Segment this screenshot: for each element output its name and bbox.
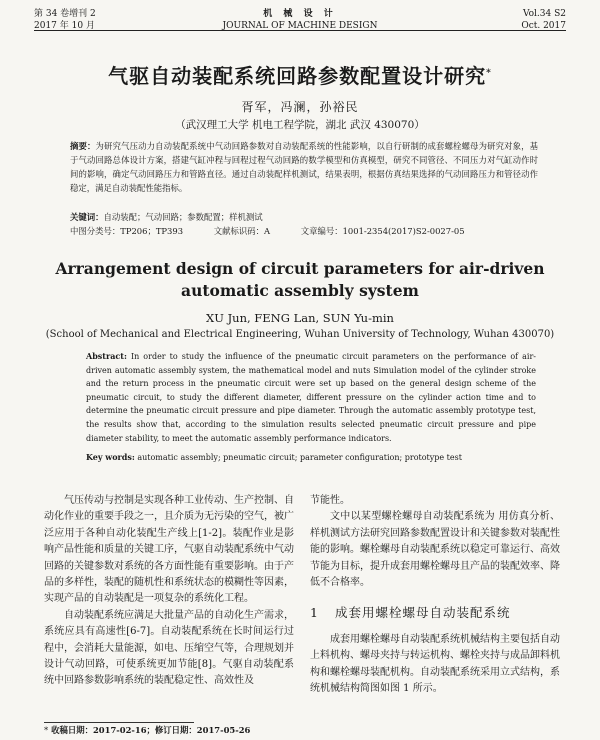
keywords-en-label: Key words: <box>86 452 135 462</box>
title-en-line1: Arrangement design of circuit parameters for air-driven <box>55 259 545 278</box>
body-column-left <box>44 493 294 690</box>
header-date-en: Oct. 2017 <box>521 21 566 31</box>
abstract-cn-label: 摘要： <box>70 141 96 151</box>
abstract-en <box>86 350 536 445</box>
title-cn-text: 气驱自动装配系统回路参数配置设计研究 <box>108 64 487 88</box>
header-volume-en: Vol.34 S2 <box>522 9 566 19</box>
authors-cn: 胥军，冯澜，孙裕民 <box>241 100 359 114</box>
footnote <box>44 724 250 736</box>
title-en <box>0 258 600 302</box>
header-right <box>521 8 566 32</box>
section-title: 成套用螺栓螺母自动装配系统 <box>334 605 511 621</box>
body-paragraph: 节能性。 <box>310 495 350 506</box>
article-number: 文章编号：1001-2354(2017)S2-0027-05 <box>300 226 465 236</box>
body-paragraph: 自动装配系统应满足大批量产品的自动化生产需求，系统应具有高速性[6-7]。自动装配系统在长时间运行过程中，会消耗大量能源，如电、压缩空气等，合理规划并设计气动回路，可使系统更加节能[8]。气驱自动装配系统中回路参数影响系统的装配稳定性、高效性及 <box>44 609 294 687</box>
body-paragraph: 文中以某型螺栓螺母自动装配系统为 用仿真分析、样机测试方法研究回路参数配置设计和关键参数对装配性能的影响。螺栓螺母自动装配系统以稳定可靠运行、高效节能为目标，提升成套用螺栓螺母且产品的装配效率、降低不合格率。 <box>310 511 560 589</box>
header-rule <box>34 30 566 31</box>
title-footnote-mark: * <box>486 68 492 79</box>
classification-cn <box>70 224 538 238</box>
header-date-cn: 2017 年 10 月 <box>34 21 95 31</box>
header-volume-cn: 第 34 卷增刊 2 <box>34 9 96 19</box>
running-header <box>0 4 600 44</box>
keywords-cn-label: 关键词： <box>70 212 104 222</box>
document-code: 文献标识码：A <box>213 226 271 236</box>
authors-en: XU Jun, FENG Lan, SUN Yu-min <box>206 311 394 325</box>
keywords-en-text: automatic assembly; pneumatic circuit; parameter configuration; prototype test <box>134 453 462 462</box>
keywords-en <box>86 451 536 464</box>
body-paragraph: 气压传动与控制是实现各种工业传动、生产控制、自动化作业的重要手段之一，且介质为无污染的空气，被广泛应用于各种自动化装配生产线上[1-2]。装配作业是影响产品性能和质量的关键工序，气驱自动装配系统中气动回路的关键参数对系统的各方面性能有重要影响。由于产品的多样性，装配的随机性和系统状态的模糊性等因素，实现产品的自动装配是一项复杂的系统化工程。 <box>44 495 294 605</box>
keywords-cn <box>70 210 538 224</box>
footnote-rule <box>44 722 194 723</box>
footnote-mark: * <box>44 725 49 735</box>
abstract-cn-text: 为研究气压动力自动装配系统中气动回路参数对自动装配系统的性能影响，以自行研制的成套螺栓螺母为研究对象，基于气动回路总体设计方案，搭建气缸冲程与回程过程气动回路的数学模型和仿真模型，研究不同管径、不同压力对气缸动作时间的影响，确定气动回路压力和管路直径。通过自动装配样机测试，结果表明，根据仿真结果选择的气动回路压力和管径动作稳定，满足自动装配性能指标。 <box>70 141 539 193</box>
section-heading <box>310 605 560 621</box>
title-en-line2: automatic assembly system <box>181 281 419 300</box>
affiliation-en: (School of Mechanical and Electrical Engineering, Wuhan University of Technology, Wuhan 430070) <box>45 329 555 340</box>
title-cn <box>0 60 600 89</box>
footnote-text: 收稿日期：2017-02-16；修订日期：2017-05-26 <box>48 725 251 735</box>
journal-name-en: JOURNAL OF MACHINE DESIGN <box>222 21 378 31</box>
keywords-cn-text: 自动装配；气动回路；参数配置；样机测试 <box>103 212 263 222</box>
abstract-en-text: In order to study the influence of the pneumatic circuit parameters on the performance of air-driven automatic assembly system, the mathematical model and nuts Simulation model of the cylinder stroke and the return process in the pneumatic circuit were set up based on the general design scheme of the pneumatic circuit, to study the different diameter, different pressure on the cylinder action time and to determine the pneumatic circuit pressure and pipe diameter. Through the automatic assembly prototype test, the results show that, according to the simulation results selected pneumatic circuit pressure and pipe diameter stability, to meet the automatic assembly performance indicators. <box>86 352 536 443</box>
clc-number: 中图分类号：TP206；TP393 <box>70 226 184 236</box>
affiliation-cn: （武汉理工大学 机电工程学院，湖北 武汉 430070） <box>175 119 425 131</box>
header-center <box>0 8 600 32</box>
abstract-cn <box>70 139 538 195</box>
abstract-en-label: Abstract: <box>86 351 127 361</box>
body-paragraph: 成套用螺栓螺母自动装配系统机械结构主要包括自动上料机构、螺母夹持与转运机构、螺栓夹持与成品卸料机构和螺栓螺母装配机构。自动装配系统采用立式结构，系统机械结构简图如图 1 所示。 <box>310 633 560 695</box>
journal-name-cn: 机 械 设 计 <box>263 9 337 19</box>
section-number: 1 <box>310 605 319 621</box>
body-column-right <box>310 493 560 697</box>
